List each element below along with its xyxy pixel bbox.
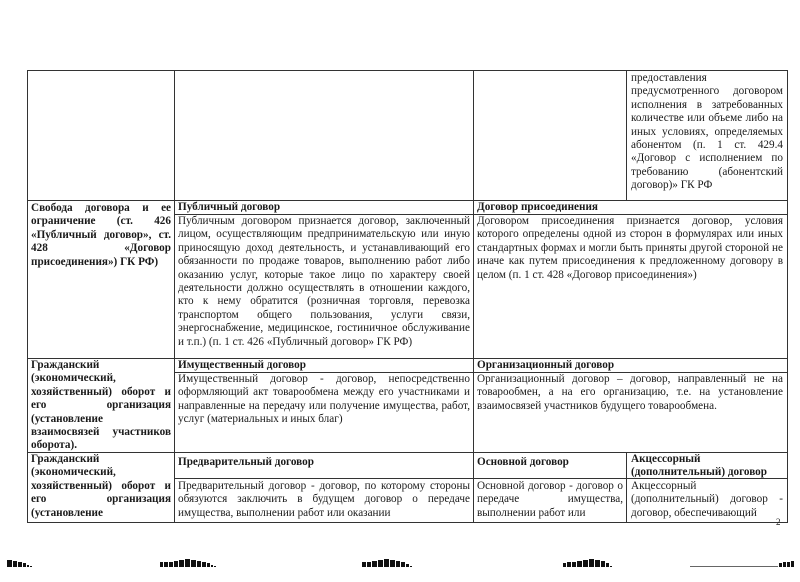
scan-artifact [7,549,33,557]
table-bottom-border [27,522,788,523]
column-divider [174,70,175,522]
scan-artifact [690,549,795,557]
property-contract-text: Имущественный договор - договор, непосредственно оформляющий акт товарообмена между его участниками и направленные на передачу или получение имущества, работ, услуг (материальных и иных благ) [178,373,470,426]
table-top-border [27,70,788,71]
row4-left-heading: Гражданский (экономический, хозяйственный) оборот и его организация (установление [31,453,171,519]
page-number: 2 [776,517,781,527]
preliminary-contract-title: Предварительный договор [178,456,314,468]
adhesion-contract-title: Договор присоединения [477,201,598,213]
column-divider [626,452,627,522]
public-contract-title: Публичный договор [178,201,281,213]
table-right-border [787,70,788,522]
scan-artifact [563,549,613,557]
organizational-contract-title: Организационный договор [477,359,615,371]
column-divider [626,70,627,200]
property-contract-title: Имущественный договор [178,359,306,371]
scan-artifact [160,549,217,557]
adhesion-contract-text: Договором присоединения признается договор, условия которого определены одной из сторон в формулярах или иных стандартных формах и могли быть приняты другой стороной не иначе как путем присоединения к предложенному договору в целом (п. 1 ст. 428 «Договор присоединения») [477,215,783,281]
scan-artifact [362,549,413,557]
column-divider [473,70,474,522]
main-contract-title: Основной договор [477,456,569,468]
accessory-contract-title: Акцессорный (дополнительный) договор [631,453,767,479]
public-contract-text: Публичным договором признается договор, заключенный лицом, осуществляющим предпринимательскую или иную приносящую доход деятельность, и устанавливающий его обязанности по продаже товаров, выполнению работ либо оказанию услуг, которые такое лицо по характеру своей деятельности должно осуществлять в отношении каждого, кто к нему обратится (розничная торговля, перевозка транспортом общего пользования, услуги связи, энергоснабжение, медицинское, гостиничное обслуживание и т.п.) (п. 1 ст. 426 «Публичный договор» ГК РФ) [178,215,470,348]
accessory-contract-text: Акцессорный (дополнительный) договор - договор, обеспечивающий [631,480,783,519]
row1-col4-text: предоставления предусмотренного договором исполнения в затребованных количестве или объеме либо на иных условиях, определяемых абонентом (п. 1 ст. 429.4 «Договор с исполнением по требованию (абонентский договор)» ГК РФ [631,72,783,192]
main-contract-text: Основной договор - договор о передаче имущества, выполнении работ или [477,480,623,519]
table-left-border [27,70,28,522]
preliminary-contract-text: Предварительный договор - договор, по которому стороны обязуются заключить в будущем договор о передаче имущества, выполнении работ или оказании [178,480,470,519]
row3-left-heading: Гражданский (экономический, хозяйственный) оборот и его организация (установление взаимосвязей участников оборота). [31,359,171,452]
organizational-contract-text: Организационный договор – договор, направленный не на товарообмен, а на его организацию, т.е. на установление взаимосвязей участников будущего товарообмена. [477,373,783,412]
row2-left-heading: Свобода договора и ее ограничение (ст. 426 «Публичный договор», ст. 428 «Договор присоединения») ГК РФ) [31,202,171,268]
